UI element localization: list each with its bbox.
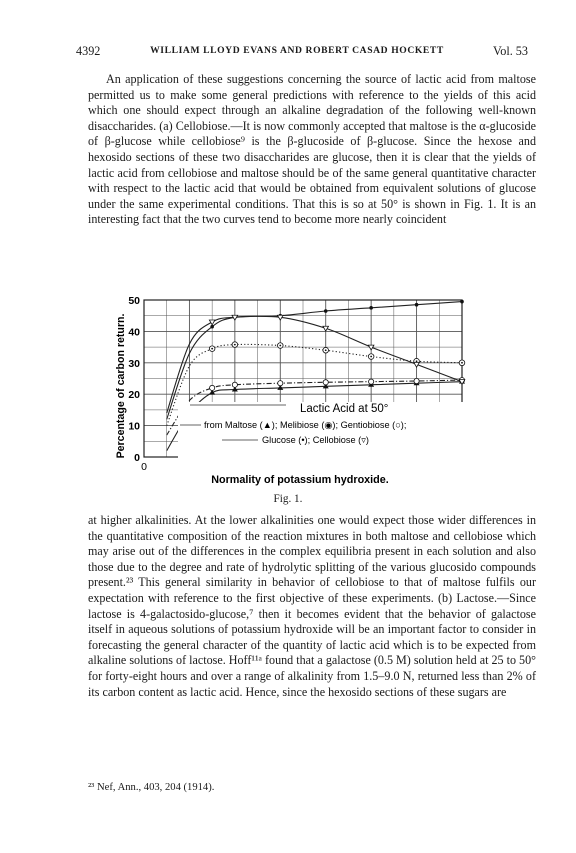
marker-glucose	[460, 300, 464, 304]
x-tick-label: 0	[141, 461, 147, 473]
marker-melibiose-center	[279, 345, 281, 347]
y-tick-label: 30	[128, 357, 140, 370]
marker-gentiobiose	[414, 378, 419, 383]
y-tick-label: 20	[128, 389, 140, 402]
y-tick-label: 50	[128, 295, 140, 307]
marker-melibiose-center	[234, 344, 236, 346]
y-tick-label: 0	[134, 452, 140, 464]
legend-title: Lactic Acid at 50°	[300, 403, 389, 415]
marker-cellobiose	[209, 320, 215, 325]
marker-gentiobiose	[210, 385, 215, 390]
legend-line-1: from Maltose (▲); Melibiose (◉); Gentiobiose (○);	[204, 420, 407, 430]
figure-caption: Fig. 1.	[273, 493, 303, 505]
footnote: ²³ Nef, Ann., 403, 204 (1914).	[88, 782, 215, 793]
volume-label: Vol. 53	[493, 44, 528, 58]
marker-gentiobiose	[369, 379, 374, 384]
marker-melibiose-center	[416, 360, 418, 362]
marker-gentiobiose	[323, 380, 328, 385]
running-title: WILLIAM LLOYD EVANS AND ROBERT CASAD HOCKETT	[150, 45, 444, 56]
y-axis-label: Percentage of carbon return.	[115, 313, 127, 459]
marker-glucose	[324, 309, 328, 313]
marker-glucose	[415, 303, 419, 307]
marker-glucose	[369, 306, 373, 310]
marker-gentiobiose	[278, 381, 283, 386]
x-axis-label: Normality of potassium hydroxide.	[211, 474, 389, 486]
y-tick-label: 40	[128, 326, 140, 339]
legend-line-2: Glucose (•); Cellobiose (▿)	[262, 435, 369, 445]
body-paragraph-2: at higher alkalinities. At the lower alkalinities one would expect those wider differences in the quantitative composition of the reaction mixtures in both maltose and cellobiose which may arise out of the differences in the complex equilibria present in each solution and also those due to the degree and rate of hydrolytic splitting of the various glucosido compounds present.²³ This general similarity in behavior of cellobiose to that of maltose fulfils our expectation with reference to the first objective of these experiments. (b) Lactose.—Since lactose is 4-galactosido-glucose,⁷ then it becomes evident that the behavior of galactose itself in aqueous solutions of potassium hydroxide will be an important factor to consider in forecasting the general character of the quantity of lactic acid which is to be expected from alkaline solutions of lactose. Hoff¹¹ᵃ found that a galactose (0.5 M) solution held at 25 to 50° for forty-eight hours and over a range of alkalinity from 1.5–9.0 N, returned less than 2% of its carbon content as lactic acid. Hence, since the hexosido sections of these sugars are	[88, 513, 536, 699]
marker-gentiobiose	[232, 382, 237, 387]
y-tick-label: 10	[128, 420, 140, 433]
page-number: 4392	[76, 44, 101, 58]
marker-melibiose-center	[461, 362, 463, 364]
paragraph-1-text: An application of these suggestions concerning the source of lactic acid from maltose permitted us to make some general predictions with reference to the yields of this acid which one should expect through an alkaline degradation of the following well-known disaccharides. (a) Cellobiose.—It is now commonly accepted that maltose is the α-glucoside of β-glucose while cellobiose⁹ is the β-glucoside of β-glucose. Since the hexose and hexosido sections of these two disaccharides are glucose, then it is clear that the yields of lactic acid from cellobiose and maltose should be of the same general quantitative character with respect to the lactic acid that would be obtained from equivalent solutions of glucose under the same experimental conditions. That this is so at 50° is shown in Fig. 1. It is an interesting fact that the two curves tend to become more nearly coincident	[88, 72, 536, 227]
marker-melibiose-center	[211, 348, 213, 350]
marker-melibiose-center	[370, 356, 372, 358]
marker-melibiose-center	[325, 349, 327, 351]
